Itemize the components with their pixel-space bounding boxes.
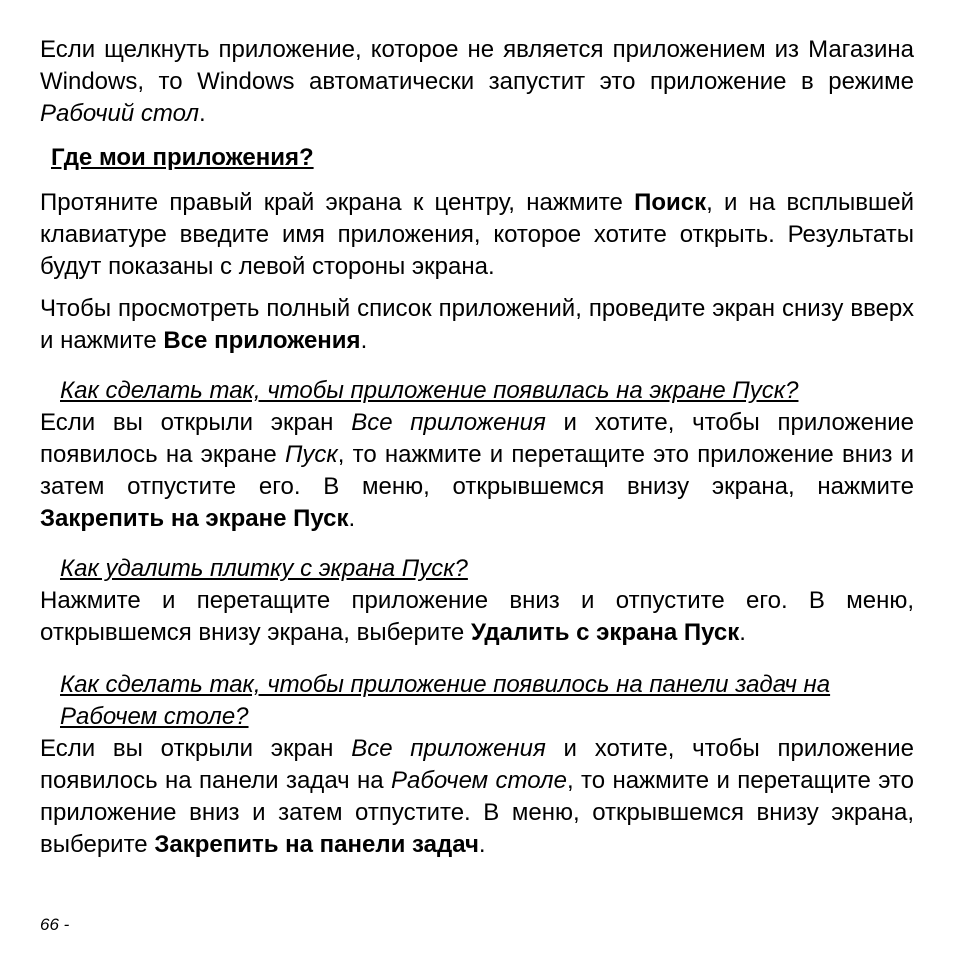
page-number: 66 - <box>40 915 70 934</box>
italic-term: Пуск <box>284 441 338 468</box>
answer-text: и хотите, чтобы приложение появилось на панели задач на <box>40 735 914 794</box>
italic-term: Все приложения <box>351 735 546 762</box>
bold-term: Закрепить на панели задач <box>154 831 479 858</box>
search-text-end: , и на всплывшей клавиатуре введите имя приложения, которое хотите открыть. Результаты будут показаны с левой стороны экрана. <box>40 189 914 280</box>
all-apps-text-end: . <box>360 327 368 354</box>
search-bold-term: Поиск <box>634 189 707 216</box>
intro-paragraph <box>40 34 914 130</box>
question-remove-tile: Как удалить плитку с экрана Пуск? <box>60 555 468 582</box>
italic-term: Все приложения <box>351 409 546 436</box>
answer-text: Если вы открыли экран <box>40 409 352 436</box>
question-pin-to-taskbar: Как сделать так, чтобы приложение появилось на панели задач на Рабочем столе? <box>60 671 831 730</box>
all-apps-paragraph <box>40 293 914 357</box>
intro-text-end: . <box>199 100 206 127</box>
intro-text: Если щелкнуть приложение, которое не является приложением из Магазина Windows, то Windows автоматически запустит это приложение в режиме <box>40 36 914 95</box>
search-paragraph <box>40 187 914 283</box>
answer-text: и хотите, чтобы приложение появилось на экране <box>40 409 914 468</box>
answer-text: , то нажмите и перетащите это приложение вниз и затем отпустите. В меню, открывшемся внизу экрана, выберите <box>40 767 915 858</box>
bold-term: Закрепить на экране Пуск <box>40 505 349 532</box>
answer-text: . <box>348 505 356 532</box>
answer-text: Нажмите и перетащите приложение вниз и отпустите его. В меню, открывшемся внизу экрана, выберите <box>40 587 914 646</box>
italic-term: Рабочем столе <box>391 767 567 794</box>
answer-text: . <box>739 619 746 646</box>
all-apps-text: Чтобы просмотреть полный список приложений, проведите экран снизу вверх и нажмите <box>40 295 914 354</box>
search-text: Протяните правый край экрана к центру, нажмите <box>40 189 635 216</box>
answer-remove-tile <box>40 585 914 649</box>
answer-text: . <box>478 831 486 858</box>
document-page <box>40 34 914 867</box>
all-apps-bold-term: Все приложения <box>163 327 361 354</box>
question-pin-to-start: Как сделать так, чтобы приложение появилась на экране Пуск? <box>60 377 799 404</box>
answer-pin-to-start <box>40 407 914 535</box>
answer-text: Если вы открыли экран <box>40 735 352 762</box>
bold-term: Удалить с экрана Пуск <box>470 619 740 646</box>
answer-text: , то нажмите и перетащите это приложение вниз и затем отпустите его. В меню, открывшемся внизу экрана, нажмите <box>40 441 914 500</box>
answer-pin-to-taskbar <box>40 733 914 861</box>
section-heading: Где мои приложения? <box>51 144 314 171</box>
intro-italic-term: Рабочий стол <box>40 100 199 127</box>
